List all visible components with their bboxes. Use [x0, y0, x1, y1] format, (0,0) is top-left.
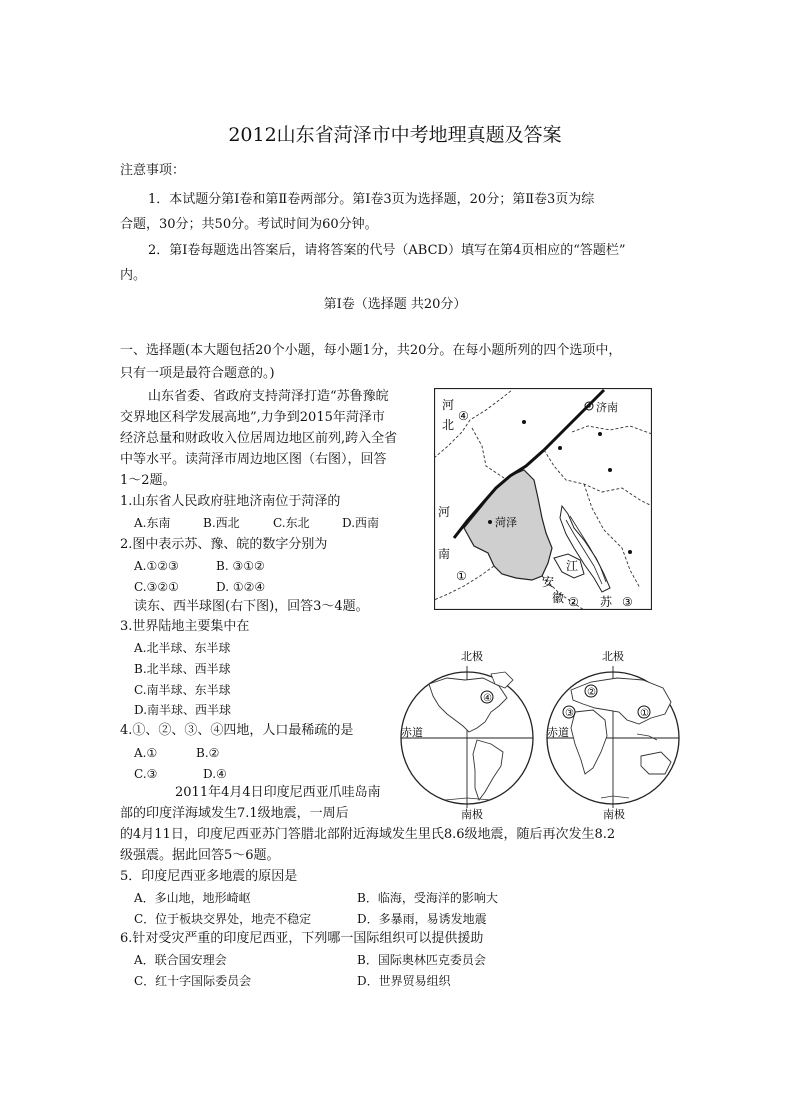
- intro3-line4: 级强震。据此回答5～6题。: [120, 848, 280, 863]
- q2-stem: 2.图中表示苏、豫、皖的数字分别为: [120, 537, 328, 552]
- intro1-line4: 中等水平。读菏泽市周边地区图（右图），回答: [120, 452, 387, 467]
- q4-stem: 4.①、②、③、④四地，人口最稀疏的是: [120, 723, 354, 738]
- notice-line-2b: 内。: [120, 268, 147, 283]
- q4-option-d: D.④: [203, 767, 227, 781]
- eastern-south-pole-label: 南极: [603, 808, 625, 820]
- q4-option-a: A.①: [134, 746, 158, 760]
- q3-option-c: C.南半球、东半球: [134, 683, 231, 697]
- q5-option-a: A．多山地，地形崎岖: [134, 891, 251, 905]
- notice-line-1b: 合题，30分；共50分。考试时间为60分钟。: [120, 217, 378, 232]
- western-south-pole-label: 南极: [461, 808, 483, 820]
- western-equator-label: 赤道: [401, 726, 423, 739]
- q1-option-b: B.西北: [203, 516, 240, 530]
- label-n3: ③: [622, 595, 633, 609]
- q3-option-d: D.南半球、西半球: [134, 703, 232, 717]
- eastern-equator-label: 赤道: [547, 726, 569, 739]
- intro3-line1: 2011年4月4日印度尼西亚爪哇岛南: [175, 785, 381, 800]
- label-jiang: 江: [566, 559, 579, 573]
- label-he-south: 河: [438, 505, 451, 519]
- q3-option-b: B.北半球、西半球: [134, 662, 231, 676]
- part1-line2: 只有一项是最符合题意的。): [120, 366, 275, 381]
- city-dot: [598, 432, 602, 436]
- eastern-n2-label: ②: [587, 687, 596, 698]
- notice-heading: 注意事项：: [120, 163, 186, 178]
- q6-option-a: A．联合国安理会: [134, 953, 227, 967]
- western-north-pole-label: 北极: [461, 650, 483, 663]
- q5-option-d: D．多暴雨，易诱发地震: [357, 912, 487, 926]
- heze-region-map: [434, 388, 652, 610]
- city-dot: [522, 420, 526, 424]
- hemispheres-map: [395, 648, 685, 820]
- label-bei: 北: [442, 418, 455, 432]
- q6-option-c: C．红十字国际委员会: [134, 974, 252, 988]
- q2-option-d: D. ①②④: [216, 580, 266, 594]
- eastern-n3-label: ③: [565, 708, 574, 719]
- label-jinan: 济南: [596, 401, 618, 414]
- notice-line-1a: 1．本试题分第Ⅰ卷和第Ⅱ卷两部分。第Ⅰ卷3页为选择题，20分；第Ⅱ卷3页为综: [148, 192, 595, 207]
- q1-option-c: C.东北: [273, 516, 310, 530]
- city-dot: [608, 468, 612, 472]
- q6-option-b: B．国际奥林匹克委员会: [357, 953, 486, 967]
- intro3-line2: 部的印度洋海域发生7.1级地震，一周后: [120, 806, 349, 821]
- city-dot: [628, 550, 632, 554]
- label-heze: 菏泽: [495, 516, 517, 529]
- q4-option-b: B.②: [196, 746, 220, 760]
- q6-option-d: D．世界贸易组织: [357, 974, 451, 988]
- q2-option-c: C.③②①: [134, 580, 179, 594]
- q2-option-a: A.①②③: [134, 559, 179, 573]
- q5-stem: 5．印度尼西亚多地震的原因是: [120, 869, 298, 884]
- intro3-line3: 的4月11日，印度尼西亚苏门答腊北部附近海域发生里氏8.6级地震，随后再次发生8.2: [120, 827, 616, 842]
- label-an: 安: [542, 575, 555, 589]
- q1-stem: 1.山东省人民政府驻地济南位于菏泽的: [120, 494, 341, 509]
- western-n4-label: ④: [483, 693, 492, 704]
- eastern-north-pole-label: 北极: [602, 650, 624, 663]
- q1-option-d: D.西南: [342, 516, 380, 530]
- city-dot: [488, 520, 492, 524]
- q4-option-c: C.③: [134, 767, 158, 781]
- intro1-line1: 山东省委、省政府支持菏泽打造“苏鲁豫皖: [148, 389, 389, 404]
- intro2: 读东、西半球图(右下图)，回答3～4题。: [134, 599, 369, 614]
- label-su: 苏: [600, 595, 613, 609]
- label-nan: 南: [438, 547, 451, 561]
- q1-option-a: A.东南: [134, 516, 171, 530]
- intro1-line5: 1～2题。: [120, 473, 176, 488]
- q3-stem: 3.世界陆地主要集中在: [120, 619, 250, 634]
- label-he-north: 河: [442, 398, 455, 412]
- intro1-line2: 交界地区科学发展高地”,力争到2015年菏泽市: [120, 410, 385, 425]
- section-title: 第Ⅰ卷（选择题 共20分）: [323, 297, 467, 312]
- q5-option-b: B．临海，受海洋的影响大: [357, 891, 498, 905]
- q6-stem: 6.针对受灾严重的印度尼西亚，下列哪一国际组织可以提供援助: [120, 931, 484, 946]
- label-hui: 徽: [552, 591, 565, 605]
- q2-option-b: B. ③①②: [216, 559, 265, 573]
- notice-line-2a: 2．第Ⅰ卷每题选出答案后，请将答案的代号（ABCD）填写在第4页相应的“答题栏”: [148, 243, 626, 258]
- label-n4: ④: [458, 409, 469, 423]
- q3-option-a: A.北半球、东半球: [134, 641, 231, 655]
- intro1-line3: 经济总量和财政收入位居周边地区前列,跨入全省: [120, 431, 398, 446]
- label-n2: ②: [568, 595, 579, 609]
- part1-line1: 一、选择题(本大题包括20个小题，每小题1分，共20分。在每小题所列的四个选项中，: [120, 343, 622, 358]
- eastern-n1-label: ①: [640, 708, 649, 719]
- city-dot: [558, 446, 562, 450]
- q5-option-c: C．位于板块交界处，地壳不稳定: [134, 912, 312, 926]
- label-n1: ①: [456, 569, 467, 583]
- jinan-capital-dot: [587, 404, 590, 407]
- page-title: 2012山东省菏泽市中考地理真题及答案: [228, 124, 562, 146]
